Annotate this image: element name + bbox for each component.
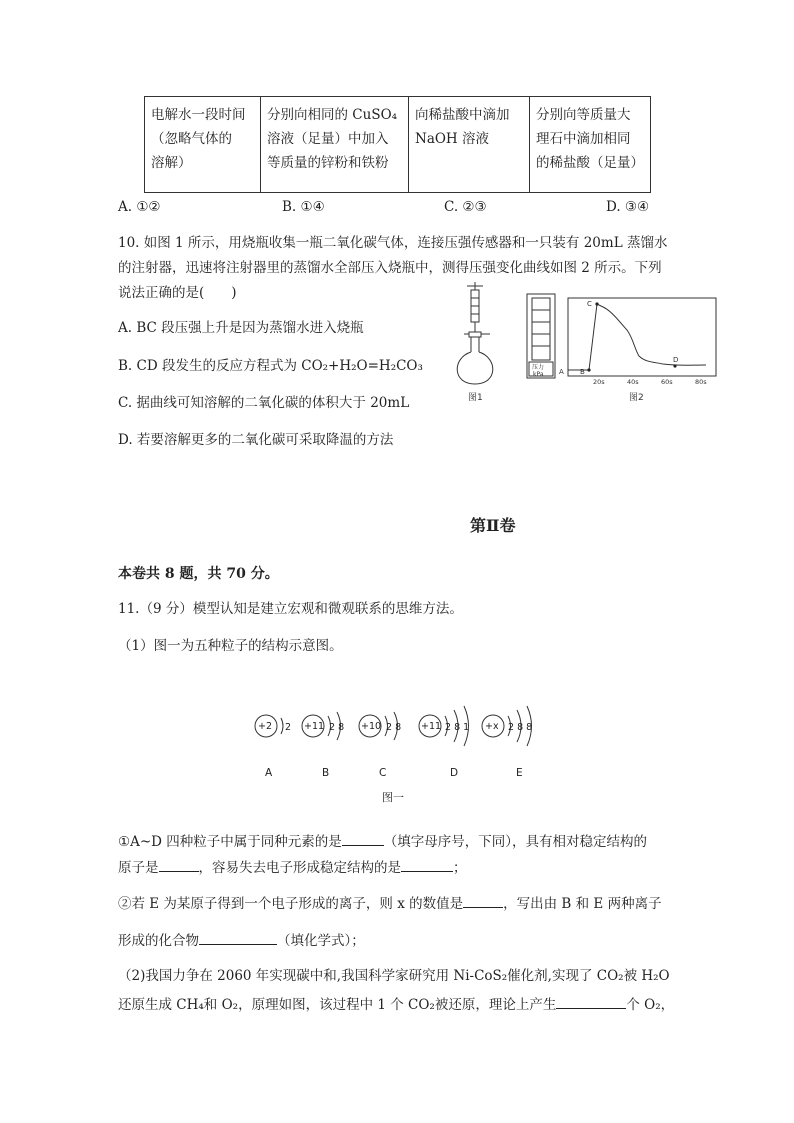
q11-q1-line2: 原子是 ，容易失去电子形成稳定结构的是 ； xyxy=(118,857,467,878)
q10-stem-line: 10. 如图 1 所示，用烧瓶收集一瓶二氧化碳气体，连接压强传感器和一只装有 20mL 蒸馏水 xyxy=(118,235,668,251)
fig1-caption: 图1 xyxy=(468,393,483,403)
particle-label-a: A xyxy=(265,767,273,779)
nucleus-b: +11 xyxy=(304,721,325,732)
q10-option-c: C. 据曲线可知溶解的二氧化碳的体积大于 20mL xyxy=(118,395,410,411)
q10-stem-line: 说法正确的是( ) xyxy=(118,285,237,301)
tick-label: 80s xyxy=(695,378,707,386)
figure-pressure-chart xyxy=(523,290,723,405)
answer-blank[interactable] xyxy=(159,857,199,872)
chart-frame xyxy=(568,298,716,376)
label-b: B xyxy=(580,368,585,376)
tick-label: 40s xyxy=(627,378,639,386)
figure-flask-syringe xyxy=(450,280,510,410)
gauge-label: 压力 xyxy=(532,364,545,371)
nucleus-c: +10 xyxy=(361,721,382,732)
q11-q2-line2: 形成的化合物 （填化学式）； xyxy=(118,930,365,951)
answer-blank[interactable] xyxy=(401,857,453,872)
q11-stem: 11.（9 分）模型认知是建立宏观和微观联系的思维方法。 xyxy=(118,601,463,617)
nucleus-e: +x xyxy=(485,721,499,732)
nucleus-a: +2 xyxy=(258,721,273,732)
shells-b: 2 8 xyxy=(329,722,345,733)
table-cell: 电解水一段时间 （忽略气体的 溶解） xyxy=(145,97,261,193)
q9-option-c: C. ②③ xyxy=(444,199,487,215)
shells-a: 2 xyxy=(285,722,292,733)
label-c: C xyxy=(587,300,592,308)
fig2-caption: 图2 xyxy=(629,393,644,403)
particle-label-d: D xyxy=(450,767,459,779)
part2-title: 第Ⅱ卷 xyxy=(470,516,516,535)
point-c xyxy=(595,302,598,305)
tick-label: 60s xyxy=(661,378,673,386)
table-cell: 向稀盐酸中滴加 NaOH 溶液 xyxy=(409,97,530,193)
answer-blank[interactable] xyxy=(556,994,626,1009)
answer-blank[interactable] xyxy=(199,930,277,945)
point-b xyxy=(587,368,590,371)
particle-label-e: E xyxy=(516,767,523,779)
atom-structure-diagram xyxy=(240,680,570,810)
q9-option-d: D. ③④ xyxy=(606,199,650,215)
q11-sub1: （1）图一为五种粒子的结构示意图。 xyxy=(118,638,343,654)
q10-stem-line: 的注射器，迅速将注射器里的蒸馏水全部压入烧瓶中，测得压强变化曲线如图 2 所示。下列 xyxy=(118,260,662,276)
pressure-curve xyxy=(568,304,706,370)
q11-q1-line1: ①A~D 四种粒子中属于同种元素的是 （填字母序号，下同），具有相对稳定结构的 xyxy=(118,831,647,852)
label-d: D xyxy=(673,356,679,364)
q10-option-b: B. CD 段发生的反应方程式为 CO₂+H₂O=H₂CO₃ xyxy=(118,358,423,374)
gauge-unit: kPa xyxy=(533,371,544,378)
figure-caption: 图一 xyxy=(382,791,404,804)
q9-option-b: B. ①④ xyxy=(282,199,325,215)
answer-blank[interactable] xyxy=(342,831,384,846)
q11-sub2-line1: （2)我国力争在 2060 年实现碳中和,我国科学家研究用 Ni-CoS₂催化剂,实现了 CO₂被 H₂O xyxy=(118,968,670,984)
q11-q2-line1: ②若 E 为某原子得到一个电子形成的离子，则 x 的数值是 ，写出由 B 和 E 两种离子 xyxy=(118,893,662,914)
shells-c: 2 8 xyxy=(386,722,402,733)
particle-label-c: C xyxy=(379,767,387,779)
nucleus-d: +11 xyxy=(421,721,442,732)
options-table xyxy=(144,96,651,193)
label-a: A xyxy=(559,368,564,376)
table-cell: 分别向等质量大 理石中滴加相同 的稀盐酸（足量） xyxy=(530,97,651,193)
point-d xyxy=(673,364,676,367)
part2-summary: 本卷共 8 题，共 70 分。 xyxy=(118,566,279,582)
q10-option-d: D. 若要溶解更多的二氧化碳可采取降温的方法 xyxy=(118,432,394,448)
particle-label-b: B xyxy=(322,767,330,779)
table-cell: 分别向相同的 CuSO₄ 溶液（足量）中加入 等质量的锌粉和铁粉 xyxy=(261,97,409,193)
answer-blank[interactable] xyxy=(463,893,503,908)
shells-e: 2 8 8 xyxy=(508,722,533,733)
q9-option-a: A. ①② xyxy=(118,199,161,215)
shells-d: 2 8 1 xyxy=(445,722,470,733)
q10-option-a: A. BC 段压强上升是因为蒸馏水进入烧瓶 xyxy=(118,320,364,336)
tick-label: 20s xyxy=(593,378,605,386)
q11-sub2-line2: 还原生成 CH₄和 O₂，原理如图，该过程中 1 个 CO₂被还原，理论上产生 个 O₂， xyxy=(118,994,674,1015)
